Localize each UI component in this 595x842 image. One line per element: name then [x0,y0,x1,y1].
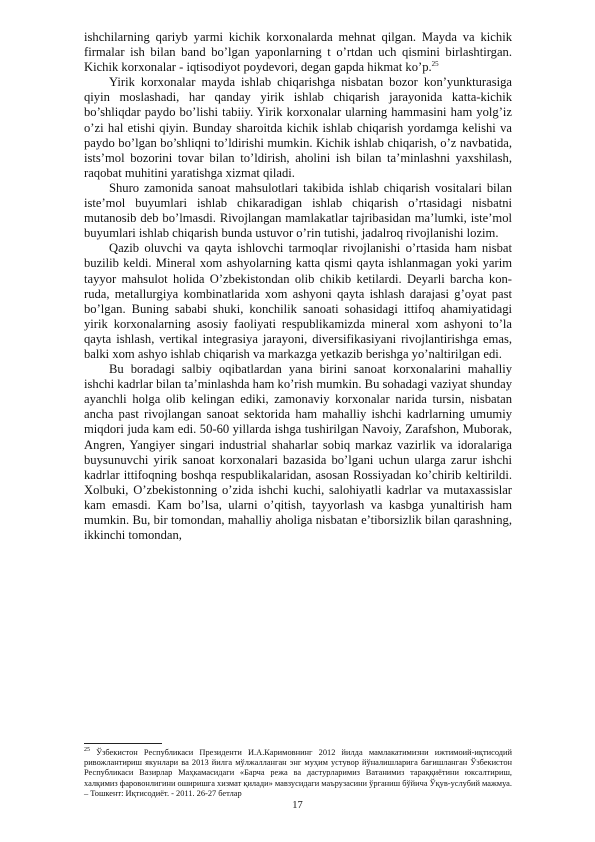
footnote [84,748,512,799]
paragraph-5: Bu boradagi salbiy oqibatlardan yana birini sanoat korxonalarini mahalliy ishchi kadrlar bilan ta’minlashda ham ko’rish mumkin. Bu sohadagi vaziyat shunday ayanchli holga olib kelingan ediki, zamonaviy korxonalar narida tursin, nisbatan ancha past rivojlangan sanoat sektorida ham mahalliy ishchi kadrlarning umumiy miqdori juda kam edi. 50-60 yillarda ishga tushirilgan Navoiy, Zarafshon, Muborak, Angren, Yangiyer singari industrial shaharlar sobiq markaz vazirlik va idoralariga buysunuvchi yirik sanoat korxonalari bazasida bo’lgani uchun ularga zarur ishchi kadrlar ittifoqning boshqa respublikalaridan, asosan Rossiyadan ko’chirib keltirildi. Xolbuki, O’zbekistonning o’zida ishchi kuchi, salohiyatli kadrlar va mutaxassislar kam emasdi. Kam bo’lsa, ularni o’qitish, tayyorlash va kasbga yunaltirish ham mumkin. Bu, bir tomondan, mahalliy aholiga nisbatan e’tiborsizlik bilan qarashning, ikkinchi tomondan, [84,362,512,543]
footnote-text: Ўзбекистон Республикаси Президенти И.А.Каримовнинг 2012 йилда мамлакатимизни ижтимоий-иқтисодий ривожлантириш якунлари ва 2013 йилга мўлжалланган энг муҳим устувор йўналишларига бағишланган Ўзбекистон Республикаси Вазирлар Маҳкамасидаги «Барча режа ва дастурларимиз Ватанимиз тараққиётини юксалтириш, халқимиз фаровонлигини оширишга хизмат қилади» мавзусидаги маърузасини ўрганиш бўйича Ўқув-услубий мажмуа. – Тошкент: Иқтисодиёт. - 2011. 26-27 бетлар [84,748,513,798]
paragraph-4: Qazib oluvchi va qayta ishlovchi tarmoqlar rivojlanishi o’rtasida ham nisbat buzilib keldi. Mineral xom ashyolarning katta qismi qayta ishlanmagan yoki yarim tayyor mahsulot holida O’zbekistondan olib chikib ketilardi. Deyarli barcha kon-ruda, metallurgiya kombinatlarida xom ashyoni qayta ishlash darajasi g’oyat past bo’lgan. Buning sababi shuki, konchilik sanoati sohasidagi ittifoq ahamiyatidagi yirik korxonalarning asosiy faoliyati respublikamizda mineral xom ashyoni to’la qayta ishlash, vertikal integrasiya jarayoni, diversifikasiyani rivojlantirishga emas, balki xom ashyo ishlab chiqarish va markazga yetkazib berishga yo’naltirilgan edi. [84,241,512,361]
paragraph-1-text: ishchilarning qariyb yarmi kichik korxonalarda mehnat qilgan. Mayda va kichik firmalar ish bilan band bo’lgan yaponlarning t o’rtdan uch qismini birlashtirgan. Kichik korxonalar - iqtisodiyot poydevori, degan gapda hikmat ko’p. [84,30,512,75]
page-body [84,30,512,543]
paragraph-1 [84,30,512,75]
footnote-separator [84,743,162,744]
paragraph-3: Shuro zamonida sanoat mahsulotlari takibida ishlab chiqarish vositalari bilan iste’mol buyumlari ishlab chikaradigan ishlab chiqarish o’rtasidagi nisbatni mutanosib deb bo’lmasdi. Rivojlangan mamlakatlar tajribasidan ma’lumki, iste’mol buyumlari ishlab chiqarish bunda ustuvor o’rin tutishi, jadalroq rivojlanishi lozim. [84,180,512,241]
page-number: 17 [292,800,303,811]
footnote-marker: 25 [84,747,90,754]
paragraph-2: Yirik korxonalar mayda ishlab chiqarishga nisbatan bozor kon’yunkturasiga qiyin moslashadi, har qanday yirik ishlab chiqarish jarayonida katta-kichik bo’shliqdar paydo bo’lishi tabiiy. Yirik korxonalar ularning hammasini ham yolg’iz o’zi hal etishi qiyin. Bunday sharoitda kichik ishlab chiqarish yordamga kelishi va paydo bo’lgan bo’shliqni to’ldirishi mumkin. Kichik ishlab chiqarish, o’z navbatida, ists’mol bozorini tovar bilan to’ldirish, aholini ish bilan ta’minlashni yaxshilash, raqobat muhitini yaratishga xizmat qiladi. [84,75,512,180]
footnote-ref[interactable]: 25 [431,60,439,68]
